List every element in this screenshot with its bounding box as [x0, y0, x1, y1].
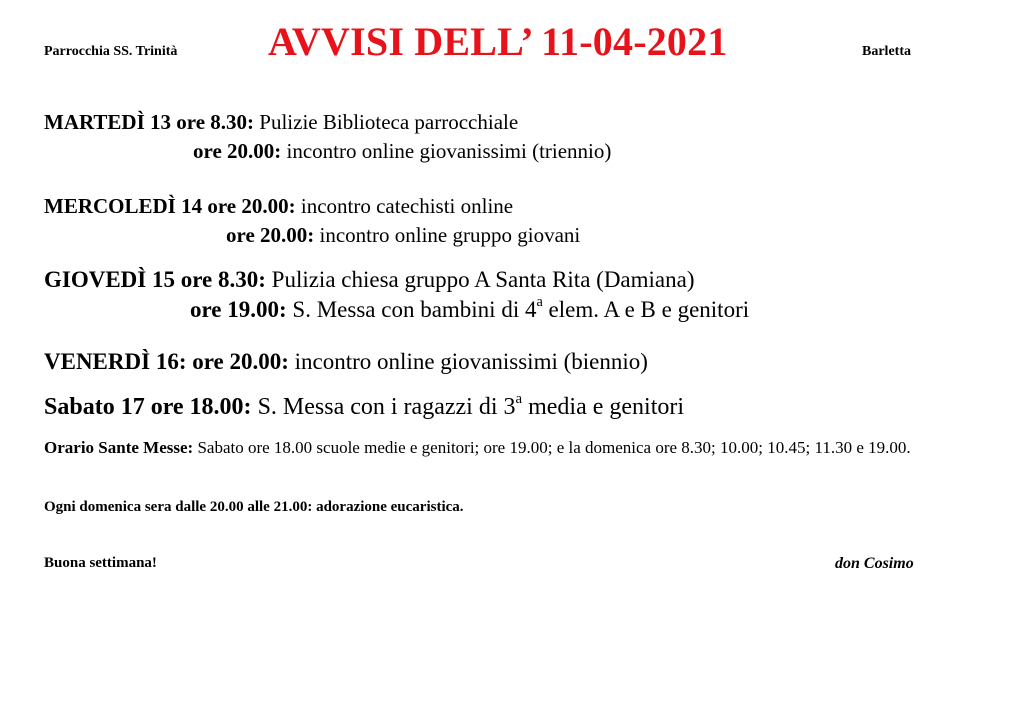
- event-saturday-text-post: media e genitori: [522, 394, 685, 420]
- page-title: AVVISI DELL’ 11-04-2021: [268, 19, 728, 64]
- event-tuesday-evening-time: ore 20.00:: [193, 139, 282, 163]
- event-tuesday: [44, 108, 518, 136]
- event-wednesday-second: [226, 221, 580, 249]
- event-saturday: [44, 393, 684, 421]
- event-friday: [44, 348, 648, 376]
- event-saturday-text-pre: S. Messa con i ragazzi di 3: [251, 394, 516, 420]
- event-wednesday-second-text: incontro online gruppo giovani: [314, 223, 581, 247]
- event-thursday-evening-time: ore 19.00:: [190, 297, 287, 322]
- event-saturday-day: Sabato 17 ore 18.00:: [44, 394, 252, 420]
- event-thursday-day: GIOVEDÌ 15 ore 8.30:: [44, 267, 266, 292]
- event-thursday-evening-sup: a: [536, 294, 543, 311]
- city-name: Barletta: [862, 44, 911, 59]
- event-thursday-text: Pulizia chiesa gruppo A Santa Rita (Damiana): [265, 267, 695, 292]
- event-thursday: [44, 266, 695, 294]
- event-tuesday-text: Pulizie Biblioteca parrocchiale: [254, 110, 519, 134]
- event-tuesday-day: MARTEDÌ 13 ore 8.30:: [44, 110, 255, 134]
- event-friday-day: VENERDÌ 16: ore 20.00:: [44, 349, 289, 374]
- event-friday-text: incontro online giovanissimi (biennio): [288, 349, 648, 374]
- event-wednesday: [44, 192, 513, 220]
- signature: don Cosimo: [835, 555, 914, 572]
- event-wednesday-second-time: ore 20.00:: [226, 223, 315, 247]
- parish-name: Parrocchia SS. Trinità: [44, 44, 178, 59]
- mass-schedule-text: Sabato ore 18.00 scuole medie e genitori; ore 19.00; e la domenica ore 8.30; 10.00; 10.45; 11.30 e 19.00.: [193, 438, 911, 457]
- event-wednesday-text: incontro catechisti online: [295, 194, 514, 218]
- event-tuesday-evening: [193, 137, 611, 165]
- event-thursday-evening-text-pre: S. Messa con bambini di 4: [286, 297, 537, 322]
- event-saturday-sup: a: [515, 391, 523, 407]
- event-wednesday-day: MERCOLEDÌ 14 ore 20.00:: [44, 194, 296, 218]
- event-tuesday-evening-text: incontro online giovanissimi (triennio): [281, 139, 612, 163]
- mass-schedule-label: Orario Sante Messe:: [44, 438, 194, 457]
- adoration-notice: Ogni domenica sera dalle 20.00 alle 21.00: adorazione eucaristica.: [44, 499, 464, 515]
- event-thursday-evening: [190, 296, 749, 324]
- mass-schedule: [44, 436, 984, 460]
- greeting: Buona settimana!: [44, 555, 157, 571]
- event-thursday-evening-text-post: elem. A e B e genitori: [542, 297, 750, 322]
